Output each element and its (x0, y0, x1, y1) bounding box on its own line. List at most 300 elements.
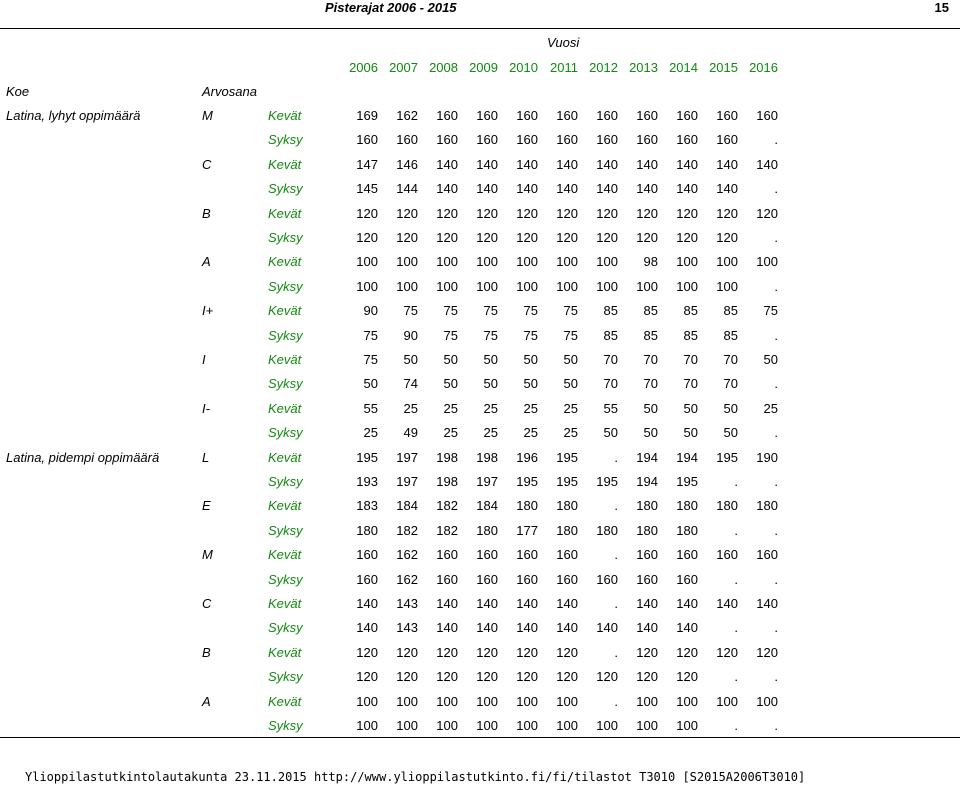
exam-name: Latina, pidempi oppimäärä (6, 449, 160, 465)
score-cell: 147 (356, 156, 378, 172)
season-label: Kevät (268, 449, 302, 465)
table-row (0, 641, 960, 665)
score-cell: 100 (356, 693, 378, 709)
score-cell: 100 (636, 718, 658, 733)
score-cell: 85 (643, 303, 658, 319)
score-cell: 140 (636, 596, 658, 611)
score-cell: . (614, 596, 618, 611)
year-header: 2008 (429, 60, 458, 75)
score-cell: 140 (556, 156, 578, 172)
table-row (0, 397, 960, 421)
page-header-title: Pisterajat 2006 - 2015 (325, 0, 457, 15)
score-cell: 120 (716, 230, 738, 245)
table-row (0, 153, 960, 177)
score-cell: 160 (516, 547, 538, 563)
score-cell: 182 (396, 522, 418, 538)
score-cell: 177 (516, 522, 538, 538)
season-label: Syksy (268, 181, 303, 197)
score-cell: 85 (603, 327, 618, 343)
score-cell: 25 (483, 400, 498, 416)
score-cell: 100 (476, 254, 498, 270)
score-cell: 160 (756, 108, 778, 123)
score-cell: 120 (516, 205, 538, 221)
table-row (0, 226, 960, 250)
score-cell: 162 (396, 547, 418, 563)
table-row (0, 128, 960, 152)
score-cell: 140 (596, 620, 618, 636)
score-cell: 25 (363, 425, 378, 441)
score-cell: 100 (636, 693, 658, 709)
table-row (0, 470, 960, 494)
score-cell: 70 (683, 376, 698, 392)
score-cell: 183 (356, 498, 378, 514)
arvosana-column-label: Arvosana (202, 84, 257, 99)
score-cell: 75 (483, 327, 498, 343)
score-cell: 198 (436, 474, 458, 489)
score-cell: 120 (396, 644, 418, 660)
score-cell: 140 (516, 596, 538, 611)
score-cell: 160 (676, 547, 698, 563)
score-cell: 120 (556, 669, 578, 685)
score-cell: 196 (516, 449, 538, 465)
season-label: Kevät (268, 303, 302, 319)
season-label: Kevät (268, 254, 302, 270)
grade-label: I- (202, 400, 210, 416)
score-cell: 85 (683, 327, 698, 343)
score-cell: 100 (516, 718, 538, 733)
score-cell: 180 (596, 522, 618, 538)
score-cell: 70 (603, 352, 618, 367)
score-cell: . (734, 718, 738, 733)
grade-label: A (202, 254, 211, 270)
score-cell: 160 (556, 547, 578, 563)
score-cell: 160 (476, 571, 498, 587)
score-cell: 50 (603, 425, 618, 441)
score-cell: 100 (556, 718, 578, 733)
score-cell: 120 (396, 205, 418, 221)
score-cell: 50 (403, 352, 418, 367)
score-cell: 100 (556, 693, 578, 709)
score-cell: 160 (636, 547, 658, 563)
score-cell: . (614, 693, 618, 709)
score-cell: 180 (556, 498, 578, 514)
score-cell: 160 (556, 571, 578, 587)
score-cell: 120 (396, 230, 418, 245)
score-cell: 160 (436, 108, 458, 123)
score-cell: 194 (636, 449, 658, 465)
score-cell: 146 (396, 156, 418, 172)
score-cell: . (774, 669, 778, 685)
score-cell: 194 (636, 474, 658, 489)
score-cell: 195 (596, 474, 618, 489)
year-header: 2015 (709, 60, 738, 75)
score-cell: 140 (476, 596, 498, 611)
score-cell: 140 (716, 181, 738, 197)
score-cell: 182 (436, 498, 458, 514)
score-cell: 50 (523, 352, 538, 367)
year-header: 2016 (749, 60, 778, 75)
grade-label: B (202, 205, 211, 221)
score-cell: 50 (363, 376, 378, 392)
score-cell: 160 (756, 547, 778, 563)
score-cell: 100 (716, 278, 738, 294)
score-cell: . (614, 644, 618, 660)
score-cell: 75 (443, 303, 458, 319)
score-cell: 100 (676, 693, 698, 709)
score-cell: . (774, 620, 778, 636)
score-cell: 70 (723, 376, 738, 392)
season-label: Syksy (268, 230, 303, 245)
score-cell: 143 (396, 596, 418, 611)
season-label: Kevät (268, 156, 302, 172)
score-cell: 120 (716, 205, 738, 221)
score-cell: 100 (516, 278, 538, 294)
score-cell: 162 (396, 571, 418, 587)
grade-label: C (202, 156, 212, 172)
season-label: Kevät (268, 498, 302, 514)
score-cell: 100 (516, 254, 538, 270)
year-header: 2013 (629, 60, 658, 75)
score-cell: 25 (563, 400, 578, 416)
score-cell: 160 (476, 547, 498, 563)
score-cell: 50 (723, 400, 738, 416)
score-cell: 100 (436, 693, 458, 709)
score-cell: 70 (643, 376, 658, 392)
score-cell: . (774, 132, 778, 148)
score-cell: 140 (676, 181, 698, 197)
score-cell: 160 (636, 132, 658, 148)
score-cell: 140 (436, 596, 458, 611)
table-row (0, 348, 960, 372)
score-cell: 100 (396, 254, 418, 270)
score-cell: 180 (676, 522, 698, 538)
page-number: 15 (934, 0, 949, 15)
score-cell: 120 (636, 644, 658, 660)
table-row (0, 690, 960, 714)
score-cell: 180 (676, 498, 698, 514)
table-row (0, 299, 960, 323)
score-cell: 100 (476, 278, 498, 294)
score-cell: 184 (396, 498, 418, 514)
score-cell: 100 (356, 278, 378, 294)
score-cell: 140 (756, 156, 778, 172)
season-label: Kevät (268, 205, 302, 221)
score-cell: 50 (523, 376, 538, 392)
score-cell: 160 (436, 132, 458, 148)
season-label: Syksy (268, 718, 303, 733)
table-row (0, 616, 960, 640)
score-cell: 160 (636, 571, 658, 587)
score-cell: 25 (443, 400, 458, 416)
score-cell: 120 (676, 230, 698, 245)
score-cell: 120 (516, 669, 538, 685)
grade-label: I+ (202, 303, 214, 319)
score-cell: 120 (676, 205, 698, 221)
score-cell: 120 (436, 205, 458, 221)
score-cell: 160 (476, 132, 498, 148)
score-cell: 195 (676, 474, 698, 489)
score-cell: 120 (396, 669, 418, 685)
score-cell: 90 (363, 303, 378, 319)
top-rule (0, 28, 960, 29)
score-cell: 100 (756, 254, 778, 270)
score-cell: 160 (636, 108, 658, 123)
score-cell: 100 (436, 278, 458, 294)
score-cell: 120 (756, 205, 778, 221)
score-cell: 100 (636, 278, 658, 294)
score-cell: 120 (716, 644, 738, 660)
score-cell: 74 (403, 376, 418, 392)
score-cell: 140 (476, 181, 498, 197)
score-cell: 100 (596, 278, 618, 294)
score-cell: 98 (643, 254, 658, 270)
score-cell: 75 (763, 303, 778, 319)
table-row (0, 104, 960, 128)
score-cell: 120 (556, 230, 578, 245)
score-cell: 198 (476, 449, 498, 465)
score-cell: 160 (516, 571, 538, 587)
score-cell: 75 (443, 327, 458, 343)
score-cell: 140 (356, 620, 378, 636)
year-header: 2010 (509, 60, 538, 75)
score-cell: 120 (636, 230, 658, 245)
score-cell: 180 (756, 498, 778, 514)
score-cell: 75 (363, 327, 378, 343)
score-cell: 140 (516, 181, 538, 197)
score-cell: 120 (476, 669, 498, 685)
score-cell: 85 (723, 303, 738, 319)
score-cell: 140 (636, 181, 658, 197)
year-header: 2011 (550, 60, 578, 75)
season-label: Syksy (268, 522, 303, 538)
score-cell: 120 (436, 669, 458, 685)
score-cell: 193 (356, 474, 378, 489)
score-cell: 160 (356, 571, 378, 587)
score-cell: 55 (603, 400, 618, 416)
table-row (0, 714, 960, 738)
score-cell: 160 (556, 108, 578, 123)
score-cell: 120 (436, 644, 458, 660)
score-cell: 100 (676, 254, 698, 270)
koe-column-label: Koe (6, 84, 30, 99)
score-cell: 180 (716, 498, 738, 514)
score-cell: 100 (556, 254, 578, 270)
score-cell: 140 (676, 620, 698, 636)
score-cell: 143 (396, 620, 418, 636)
year-header: 2009 (469, 60, 498, 75)
table-row (0, 446, 960, 470)
score-cell: 182 (436, 522, 458, 538)
score-cell: 120 (356, 669, 378, 685)
year-group-label: Vuosi (547, 35, 580, 50)
score-cell: . (774, 181, 778, 197)
score-cell: . (774, 327, 778, 343)
score-cell: 160 (476, 108, 498, 123)
score-cell: 120 (596, 230, 618, 245)
season-label: Syksy (268, 571, 303, 587)
score-cell: 144 (396, 181, 418, 197)
score-cell: 197 (396, 474, 418, 489)
score-cell: 120 (756, 644, 778, 660)
table-row (0, 372, 960, 396)
score-cell: 195 (716, 449, 738, 465)
score-cell: . (734, 474, 738, 489)
score-cell: 75 (363, 352, 378, 367)
score-cell: 25 (523, 400, 538, 416)
score-cell: 160 (516, 132, 538, 148)
bottom-rule (0, 737, 960, 738)
score-cell: 75 (523, 303, 538, 319)
score-cell: 160 (436, 571, 458, 587)
score-cell: 85 (723, 327, 738, 343)
table-row (0, 421, 960, 445)
score-cell: 140 (756, 596, 778, 611)
score-cell: 160 (716, 132, 738, 148)
score-cell: 70 (683, 352, 698, 367)
score-cell: 140 (676, 156, 698, 172)
score-cell: 160 (676, 132, 698, 148)
score-cell: . (774, 425, 778, 441)
score-cell: 75 (523, 327, 538, 343)
score-cell: 50 (483, 376, 498, 392)
season-label: Kevät (268, 108, 302, 123)
score-cell: . (614, 547, 618, 563)
score-cell: 140 (436, 181, 458, 197)
score-cell: 180 (556, 522, 578, 538)
score-cell: 120 (476, 230, 498, 245)
exam-name: Latina, lyhyt oppimäärä (6, 108, 141, 123)
score-cell: 25 (523, 425, 538, 441)
score-cell: 100 (716, 254, 738, 270)
score-cell: 100 (596, 254, 618, 270)
score-cell: 100 (516, 693, 538, 709)
score-cell: . (774, 230, 778, 245)
score-cell: 140 (436, 620, 458, 636)
score-cell: 160 (356, 132, 378, 148)
score-cell: 160 (516, 108, 538, 123)
season-label: Kevät (268, 644, 302, 660)
score-cell: 180 (356, 522, 378, 538)
score-cell: 100 (436, 718, 458, 733)
score-cell: 49 (403, 425, 418, 441)
score-cell: 120 (356, 230, 378, 245)
score-cell: 90 (403, 327, 418, 343)
grade-label: M (202, 547, 213, 563)
score-cell: 160 (556, 132, 578, 148)
grade-label: A (202, 693, 211, 709)
score-cell: 50 (683, 425, 698, 441)
year-header: 2006 (349, 60, 378, 75)
score-cell: 50 (563, 376, 578, 392)
season-label: Syksy (268, 474, 303, 489)
score-cell: 50 (443, 352, 458, 367)
score-cell: . (614, 498, 618, 514)
score-cell: 197 (396, 449, 418, 465)
season-label: Syksy (268, 376, 303, 392)
table-row (0, 665, 960, 689)
score-cell: 25 (483, 425, 498, 441)
score-cell: 195 (356, 449, 378, 465)
score-cell: 197 (476, 474, 498, 489)
score-cell: 50 (643, 400, 658, 416)
score-cell: 160 (676, 108, 698, 123)
score-cell: 50 (683, 400, 698, 416)
score-cell: . (774, 474, 778, 489)
score-cell: 75 (483, 303, 498, 319)
season-label: Kevät (268, 693, 302, 709)
score-cell: 160 (356, 547, 378, 563)
score-cell: 198 (436, 449, 458, 465)
table-row (0, 177, 960, 201)
score-cell: 100 (676, 278, 698, 294)
score-cell: 120 (356, 644, 378, 660)
score-cell: 85 (603, 303, 618, 319)
score-cell: 195 (516, 474, 538, 489)
season-label: Syksy (268, 669, 303, 685)
table-row (0, 324, 960, 348)
score-cell: 180 (636, 498, 658, 514)
score-cell: 180 (636, 522, 658, 538)
score-cell: . (774, 571, 778, 587)
score-cell: 85 (683, 303, 698, 319)
score-cell: 195 (556, 449, 578, 465)
score-cell: 120 (636, 205, 658, 221)
score-cell: 75 (563, 303, 578, 319)
grade-label: I (202, 352, 206, 367)
score-cell: 50 (763, 352, 778, 367)
grade-label: M (202, 108, 213, 123)
score-cell: 55 (363, 400, 378, 416)
score-cell: . (734, 620, 738, 636)
score-cell: 70 (723, 352, 738, 367)
season-label: Kevät (268, 352, 302, 367)
score-cell: 120 (676, 644, 698, 660)
score-cell: 140 (556, 596, 578, 611)
score-cell: 120 (476, 205, 498, 221)
season-label: Syksy (268, 132, 303, 148)
score-cell: 50 (443, 376, 458, 392)
score-cell: 145 (356, 181, 378, 197)
score-cell: 160 (716, 108, 738, 123)
score-cell: 140 (676, 596, 698, 611)
season-label: Syksy (268, 620, 303, 636)
score-cell: 160 (596, 108, 618, 123)
season-label: Syksy (268, 425, 303, 441)
score-cell: 25 (443, 425, 458, 441)
score-cell: 120 (596, 669, 618, 685)
score-cell: 162 (396, 108, 418, 123)
score-cell: 120 (356, 205, 378, 221)
score-cell: 140 (596, 181, 618, 197)
score-cell: 140 (516, 156, 538, 172)
score-cell: 140 (516, 620, 538, 636)
score-cell: 160 (596, 571, 618, 587)
table-row (0, 568, 960, 592)
score-cell: 120 (436, 230, 458, 245)
score-cell: 50 (483, 352, 498, 367)
score-cell: . (614, 449, 618, 465)
table-row (0, 250, 960, 274)
table-row (0, 275, 960, 299)
score-cell: 140 (556, 620, 578, 636)
score-cell: 120 (676, 669, 698, 685)
score-cell: 180 (476, 522, 498, 538)
score-cell: 70 (603, 376, 618, 392)
score-cell: 70 (643, 352, 658, 367)
score-cell: 85 (643, 327, 658, 343)
grade-label: C (202, 596, 212, 611)
score-cell: 140 (716, 596, 738, 611)
